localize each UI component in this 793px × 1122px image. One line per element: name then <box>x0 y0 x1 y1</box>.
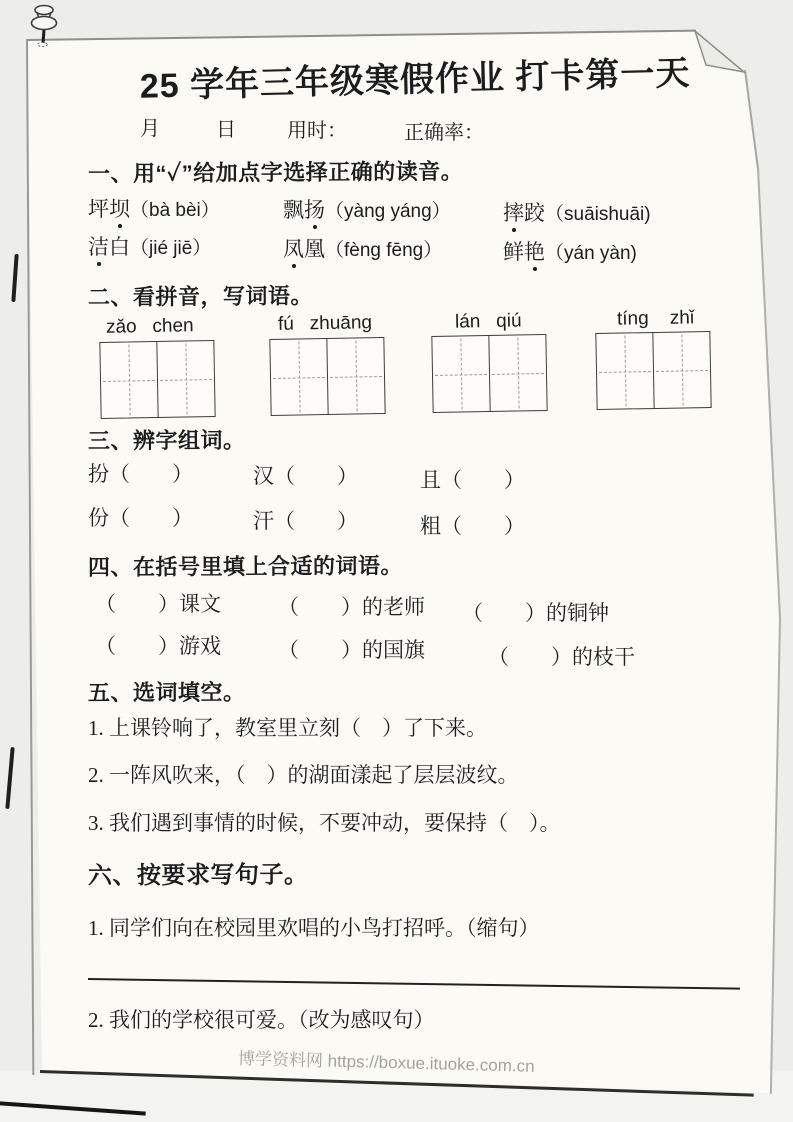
sentence-task: 1. 同学们向在校园里欢唱的小鸟打招呼。（缩句） <box>88 916 540 940</box>
word-text: 跤 <box>524 201 545 225</box>
phrase-blank-item: （ ）的枝干 <box>488 645 635 669</box>
reading-choice-item <box>88 231 211 261</box>
dotted-char: 扬 <box>304 194 325 224</box>
pinyin-label: lán qiú <box>454 310 522 333</box>
pushpin-icon <box>22 2 66 58</box>
phrase-blank-item: （ ）的老师 <box>278 595 425 619</box>
word-blank-item: 汗（ ） <box>253 509 358 533</box>
answer-line <box>88 978 740 990</box>
pinyin-options: （suāishuāi) <box>545 204 651 225</box>
phrase-blank-item: （ ）的国旗 <box>278 638 425 662</box>
section-3-heading: 三、辨字组词。 <box>87 427 246 454</box>
phrase-blank-item: （ ）的铜钟 <box>462 601 609 625</box>
month-label: 月 <box>140 118 160 140</box>
word-blank-item: 份（ ） <box>88 506 193 530</box>
word-blank-item: 且（ ） <box>420 468 525 492</box>
pinyin-options: （bà bèi） <box>130 200 220 221</box>
phrase-blank-item: （ ）游戏 <box>95 634 221 658</box>
grid-cell <box>488 335 546 411</box>
sentence-task: 2. 我们的学校很可爱。（改为感叹句） <box>88 1008 435 1032</box>
grid-cell <box>432 336 489 412</box>
section-1-heading: 一、用“✓”给加点字选择正确的读音。 <box>87 158 464 187</box>
phrase-blank-item: （ ）课文 <box>95 592 221 616</box>
pinyin-options: （fèng fēng） <box>325 240 443 261</box>
section-2-heading: 二、看拼音，写词语。 <box>87 283 314 310</box>
word-blank-item: 扮（ ） <box>88 462 193 486</box>
day-label: 日 <box>216 119 236 141</box>
fill-blank-sentence: 3. 我们遇到事情的时候，不要冲动，要保持（ ）。 <box>88 811 561 835</box>
grid-cell <box>156 341 214 417</box>
writing-grid <box>99 340 215 419</box>
word-text: 坪 <box>88 197 109 221</box>
dotted-char: 摔 <box>503 197 524 227</box>
grid-cell <box>652 332 710 408</box>
dotted-char: 艳 <box>524 236 545 266</box>
grid-cell <box>326 338 384 414</box>
pinyin-options: （yàng yáng） <box>325 201 451 222</box>
reading-choice-item <box>88 193 220 223</box>
grid-cell <box>100 342 157 418</box>
fill-blank-sentence: 1. 上课铃响了，教室里立刻（ ）了下来。 <box>88 716 487 740</box>
word-text: 飘 <box>283 198 304 222</box>
pinyin-label: zǎo chen <box>105 315 194 338</box>
section-4-heading: 四、在括号里填上合适的词语。 <box>87 553 404 580</box>
pinyin-label: fú zhuāng <box>277 312 373 335</box>
writing-grid <box>431 334 547 413</box>
pinyin-options: （jié jiē） <box>130 238 212 259</box>
grid-cell <box>596 333 653 409</box>
reading-choice-item <box>503 197 651 227</box>
page-title: 25 学年三年级寒假作业 打卡第一天 <box>139 54 691 106</box>
word-text: 白 <box>109 235 130 259</box>
fill-blank-sentence: 2. 一阵风吹来，（ ）的湖面漾起了层层波纹。 <box>88 763 519 787</box>
dotted-char: 洁 <box>88 231 109 261</box>
reading-choice-item <box>283 233 442 263</box>
pinyin-options: （yán yàn) <box>545 243 637 264</box>
grid-cell <box>270 339 327 415</box>
folded-corner <box>678 20 758 80</box>
pinyin-label: tíng zhǐ <box>616 307 695 330</box>
word-blank-item: 粗（ ） <box>420 514 525 538</box>
dotted-char: 凤 <box>283 233 304 263</box>
word-text: 凰 <box>304 237 325 261</box>
writing-grid <box>595 331 711 410</box>
dotted-char: 坝 <box>109 193 130 223</box>
section-6-heading: 六、按要求写句子。 <box>87 861 309 890</box>
accuracy-label: 正确率： <box>404 122 484 144</box>
reading-choice-item <box>283 194 451 224</box>
reading-choice-item <box>503 236 637 266</box>
time-used-label: 用时： <box>287 120 347 142</box>
section-5-heading: 五、选词填空。 <box>87 679 246 706</box>
word-text: 鲜 <box>503 240 524 264</box>
word-blank-item: 汉（ ） <box>253 464 358 488</box>
footer-watermark: 博学资料网 https://boxue.ituoke.com.cn <box>237 1049 535 1076</box>
writing-grid <box>269 337 385 416</box>
